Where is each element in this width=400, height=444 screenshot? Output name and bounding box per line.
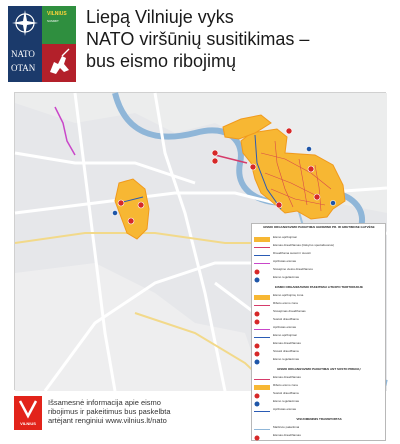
legend-heading-2: EISMO ORGANIZAVIMO PAKEITIMAI LITEXPO TERITORIJOJE (274, 285, 363, 289)
vilnius-v-icon (14, 396, 42, 420)
line-swatch (254, 337, 270, 338)
legend-label: Eismas draudžiamas (273, 433, 301, 437)
legend-row (254, 294, 384, 301)
header (0, 0, 400, 88)
legend-row (254, 434, 384, 441)
legend-label: Draudžiama sustoti ir stovėti (273, 251, 311, 255)
legend-row (254, 342, 384, 349)
page-title (86, 6, 386, 72)
title-line-3: bus eismo ribojimų (86, 51, 237, 71)
legend-row (254, 276, 384, 283)
legend-row (254, 334, 384, 341)
summit-logo (8, 6, 76, 82)
zone-swatch (254, 295, 270, 300)
legend-label: Eismo apribojimų zona (273, 293, 304, 297)
legend-label: Sustoti draudžiama (273, 317, 299, 321)
legend-row (254, 318, 384, 325)
legend-row (254, 310, 384, 317)
legend-label: Eismo reguliavimas (273, 357, 300, 361)
closure-icon (254, 393, 270, 398)
summit-word: SUMMIT (47, 19, 59, 23)
legend-row (254, 252, 384, 259)
legend-label: Riboto eismo zona (273, 301, 298, 305)
legend-label: Eismo reguliavimas (273, 275, 300, 279)
vilnius-word: VILNIUS (47, 11, 67, 17)
line-swatch (254, 255, 270, 256)
info-icon (254, 359, 270, 364)
legend-label: Stovėjimas draudžiamas (273, 309, 306, 313)
legend-label: Stovėjimo vietos draudžiamos (273, 267, 313, 271)
legend-label: Eismas draudžiamas (273, 375, 301, 379)
legend-label: Apribotas eismas (273, 325, 297, 329)
legend-row (254, 260, 384, 267)
legend-row (254, 392, 384, 399)
legend-row (254, 358, 384, 365)
vytis-knight-icon (42, 44, 76, 82)
legend-label: Riboto eismo zona (273, 383, 298, 387)
closure-icon (254, 435, 270, 440)
footer-line-1: Išsamesnė informacija apie eismo (48, 398, 161, 407)
legend-label: Sustoti draudžiama (273, 391, 299, 395)
legend-label: Apribotas eismas (273, 259, 297, 263)
otan-word: OTAN (11, 63, 36, 73)
legend-row (254, 408, 384, 415)
footer (0, 392, 250, 444)
info-icon (254, 401, 270, 406)
nato-word: NATO (11, 49, 35, 59)
legend-label: Maršruto pakeitimai (273, 425, 300, 429)
line-swatch (254, 411, 270, 412)
line-swatch (254, 247, 270, 248)
closure-icon (254, 351, 270, 356)
legend-row (254, 400, 384, 407)
line-swatch (254, 305, 270, 306)
legend-row (254, 350, 384, 357)
vilnius-city-logo (14, 396, 42, 430)
vilnius-logo-word: VILNIUS (20, 421, 36, 426)
legend-label: Apribotas eismas (273, 407, 297, 411)
info-icon (254, 277, 270, 282)
legend-row (254, 244, 384, 251)
closure-icon (254, 311, 270, 316)
legend-row (254, 376, 384, 383)
footer-line-3[interactable]: artėjant renginiui www.vilnius.lt/nato (48, 416, 167, 425)
legend-heading-3: EISMO ORGANIZAVIMO PAKEITIMAI ANT SOSTO PRIEIGŲ (277, 367, 361, 371)
title-line-1: Liepą Vilniuje vyks (86, 7, 234, 27)
zone-swatch (254, 385, 270, 390)
line-swatch (254, 379, 270, 380)
legend-label: Stovėti draudžiama (273, 349, 299, 353)
legend-heading-4: VISUOMENINIS TRANSPORTAS (296, 417, 342, 421)
legend-label: Eismas draudžiamas (išskyrus specialiuosius) (273, 243, 335, 247)
legend-row (254, 426, 384, 433)
legend-label: Eismo apribojimai (273, 333, 297, 337)
legend-row (254, 236, 384, 243)
legend-row (254, 302, 384, 309)
legend-row (254, 326, 384, 333)
closure-icon (254, 319, 270, 324)
knight-tile (42, 44, 76, 82)
legend-row (254, 268, 384, 275)
legend-row (254, 384, 384, 391)
line-swatch (254, 429, 270, 430)
legend-heading-1: EISMO ORGANIZAVIMO PAKEITIMAI GEDIMINO PR. IR GRETIMOSE GATVĖSE (263, 225, 375, 229)
nato-star-icon (8, 6, 42, 44)
legend-label: Eismo reguliavimas (273, 399, 300, 403)
line-swatch (254, 263, 270, 264)
line-swatch (254, 329, 270, 330)
footer-info (48, 398, 248, 425)
title-line-2: NATO viršūnių susitikimas – (86, 29, 310, 49)
closure-icon (254, 269, 270, 274)
footer-line-2: ribojimus ir pakeitimus bus paskelbta (48, 407, 171, 416)
nato-otan-tile (8, 44, 42, 82)
vilnius-summit-tile (42, 6, 76, 44)
map-legend (251, 223, 386, 441)
closure-icon (254, 343, 270, 348)
zone-swatch (254, 237, 270, 242)
legend-label: Eismo apribojimai (273, 235, 297, 239)
nato-star-tile (8, 6, 42, 44)
legend-label: Eismas draudžiamas (273, 341, 301, 345)
